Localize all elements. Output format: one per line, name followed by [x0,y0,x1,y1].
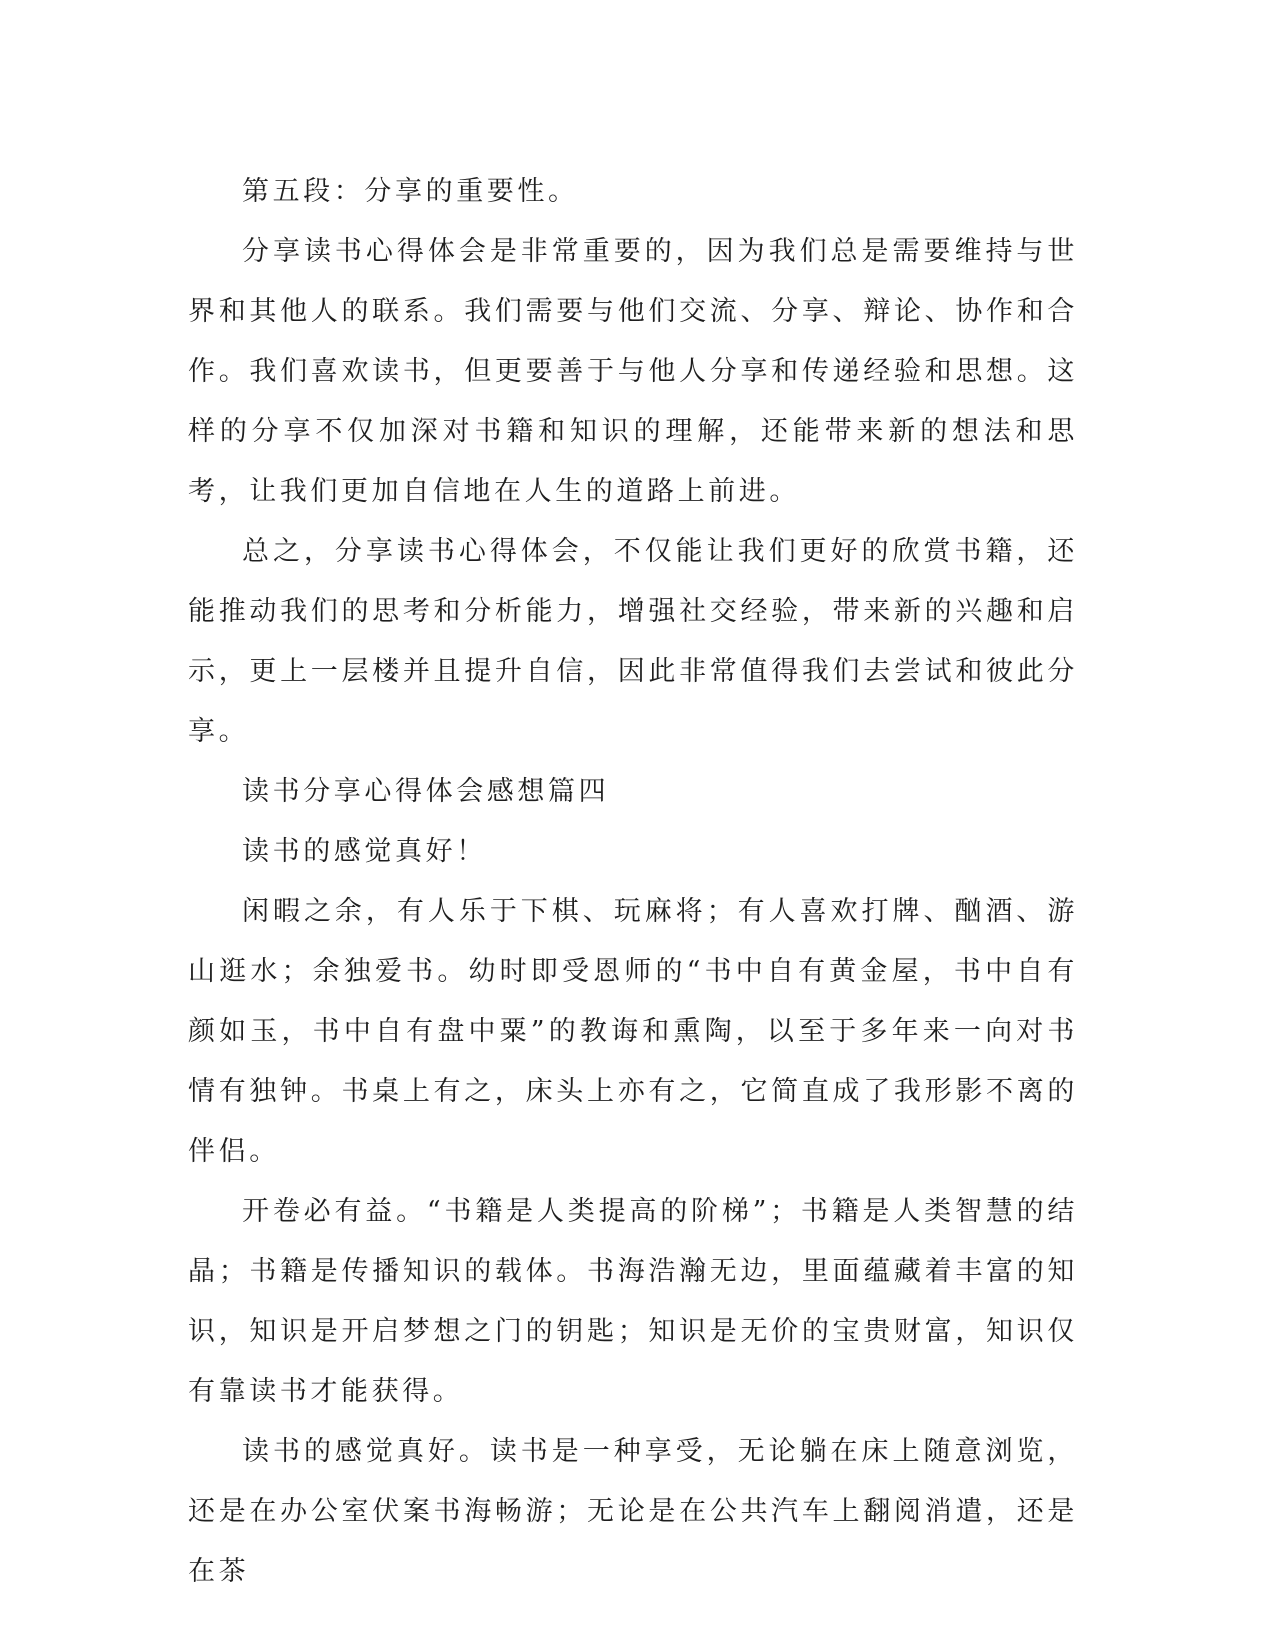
paragraph: 开卷必有益。“书籍是人类提高的阶梯”；书籍是人类智慧的结晶；书籍是传播知识的载体。书海浩瀚无边，里面蕴藏着丰富的知识，知识是开启梦想之门的钥匙；知识是无价的宝贵财富，知识仅有靠读书才能获得。 [188,1196,1078,1407]
paragraph: 分享读书心得体会是非常重要的，因为我们总是需要维持与世界和其他人的联系。我们需要与他们交流、分享、辩论、协作和合作。我们喜欢读书，但更要善于与他人分享和传递经验和思想。这样的分享不仅加深对书籍和知识的理解，还能带来新的想法和思考，让我们更加自信地在人生的道路上前进。 [188,236,1078,507]
document-body [188,162,1078,1602]
paragraph: 读书的感觉真好。读书是一种享受，无论躺在床上随意浏览，还是在办公室伏案书海畅游；无论是在公共汽车上翻阅消遣，还是在茶 [188,1436,1078,1587]
paragraph: 闲暇之余，有人乐于下棋、玩麻将；有人喜欢打牌、酗酒、游山逛水；余独爱书。幼时即受恩师的“书中自有黄金屋，书中自有颜如玉，书中自有盘中粟”的教诲和熏陶，以至于多年来一向对书情有独钟。书桌上有之，床头上亦有之，它简直成了我形影不离的伴侣。 [188,896,1078,1167]
essay-title: 读书分享心得体会感想篇四 [242,776,610,807]
essay-subtitle: 读书的感觉真好！ [242,836,487,867]
paragraph: 总之，分享读书心得体会，不仅能让我们更好的欣赏书籍，还能推动我们的思考和分析能力，增强社交经验，带来新的兴趣和启示，更上一层楼并且提升自信，因此非常值得我们去尝试和彼此分享。 [188,536,1078,747]
section-heading: 第五段：分享的重要性。 [242,176,579,207]
